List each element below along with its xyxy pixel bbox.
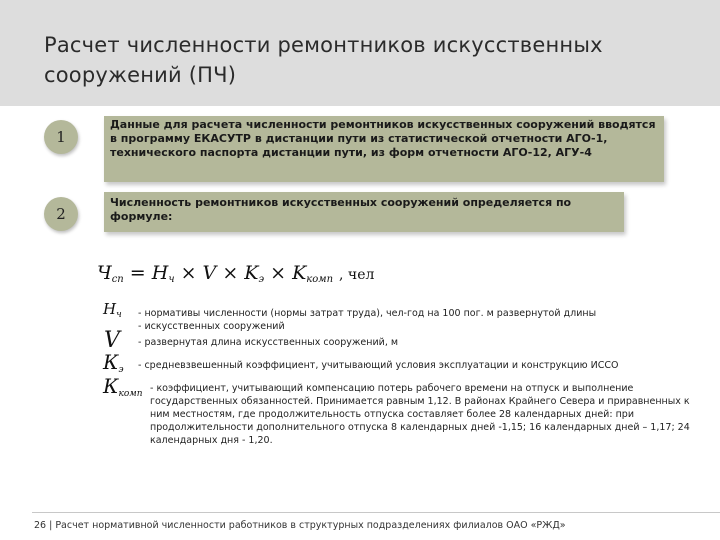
formula-h-sub: ч (168, 274, 175, 285)
slide-title (44, 30, 684, 90)
formula-mult: × (174, 262, 203, 284)
definition-text: - развернутая длина искусственных сооружений, м (138, 337, 399, 348)
title-line-2: сооружений (ПЧ) (44, 63, 237, 87)
step-number-badge: 2 (44, 197, 78, 231)
step-text-box: Численность ремонтников искусственных сооружений определяется по формуле: (104, 192, 624, 232)
formula-v: V (202, 262, 217, 284)
formula-eq: = (123, 262, 152, 284)
formula-mult: × (264, 262, 293, 284)
formula-lhs-sub: сп (111, 274, 124, 285)
step-number-badge: 1 (44, 120, 78, 154)
formula-unit: , чел (339, 267, 375, 283)
footer-divider (32, 512, 720, 513)
formula-kk: K (292, 262, 307, 284)
definition-text: - коэффициент, учитывающий компенсацию потерь рабочего времени на отпуск и выполнение государственных обязанностей. Принимается равным 1,12. В районах Крайнего Севера и приравненных к ним местностям, где продолжительность отпуска составляет более 28 календарных дней: при продолжительности дополнительного отпуска 8 календарных дней -1,15; 16 календарных дней – 1,17; 24 календарных дня - 1,20. (150, 383, 690, 446)
formula (97, 262, 374, 285)
formula-kk-sub: комп (306, 274, 334, 285)
definition-text: - средневзвешенный коэффициент, учитывающий условия эксплуатации и конструкцию ИССО (138, 360, 619, 371)
formula-k: K (244, 262, 259, 284)
formula-h: Н (151, 262, 169, 284)
definition-symbol: $К_{комп}$ (103, 374, 143, 399)
step-text-box: Данные для расчета численности ремонтников искусственных сооружений вводятся в программу ЕКАСУТР в дистанции пути из статистической отчетности АГО-1, технического паспорта дистанции пути, из форм отчетности АГО-12, АГУ-4 (104, 116, 664, 182)
definition-text: - нормативы численности (нормы затрат труда), чел-год на 100 пог. м развернутой длины - искусственных сооружений (138, 308, 597, 332)
formula-lhs: Ч (97, 262, 112, 284)
title-line-1: Расчет численности ремонтников искусственных (44, 33, 603, 57)
formula-k-sub: э (258, 274, 265, 285)
slide-header (0, 0, 720, 106)
definition-symbol: V (104, 328, 120, 353)
formula-mult: × (216, 262, 245, 284)
definition-symbol: $Н_ч$ (103, 300, 122, 320)
definition-symbol: $К_э$ (103, 350, 124, 375)
slide-footer: 26 | Расчет нормативной численности работников в структурных подразделениях филиалов ОАО «РЖД» (34, 520, 566, 531)
